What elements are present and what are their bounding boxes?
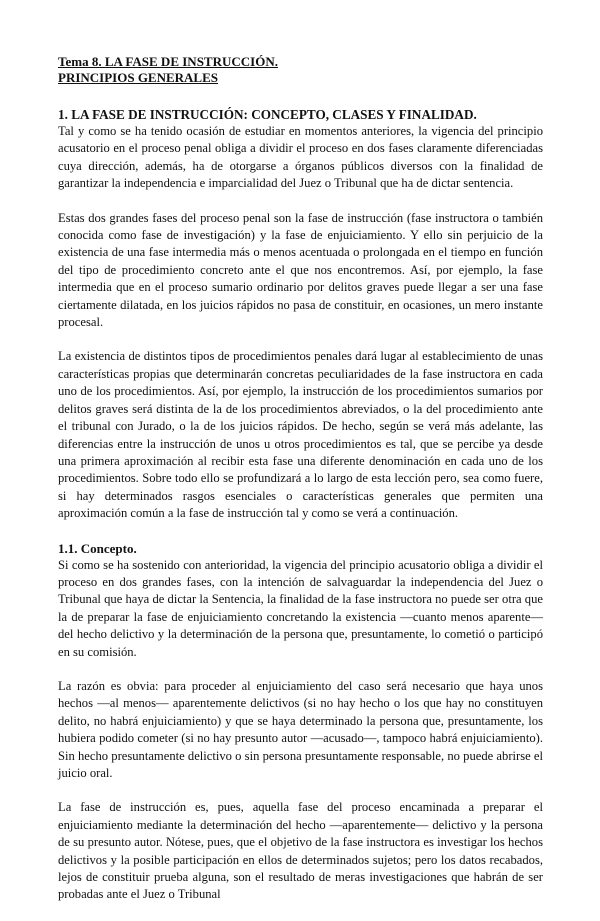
- section1-paragraph-1: Tal y como se ha tenido ocasión de estudiar en momentos anteriores, la vigencia del principio acusatorio en el proceso penal obliga a dividir el proceso en dos fases claramente diferenciadas cuya dirección, además, ha de otorgarse a órganos públicos diversos con la finalidad de garantizar la independencia e imparcialidad del Juez o Tribunal que ha de dictar sentencia.: [58, 124, 543, 191]
- document-title-line-2: PRINCIPIOS GENERALES: [58, 70, 219, 85]
- subsection-heading-1-1: 1.1. Concepto.: [58, 540, 137, 556]
- subsection-paragraph-3: La fase de instrucción es, pues, aquella fase del proceso encaminada a preparar el enjuiciamiento mediante la determinación del hecho —aparentemente— delictivo y la persona de su presunto autor. Nótese, pues, que el objetivo de la fase instructora es investigar los hechos delictivos y la posible participación en ellos de determinados sujetos; pero los datos recabados, lejos de constituir prueba alguna, son el resultado de meras investigaciones que habrán de ser probadas ante el Juez o Tribunal: [58, 800, 543, 902]
- document-page: [58, 54, 543, 921]
- section1-paragraph-2: Estas dos grandes fases del proceso penal son la fase de instrucción (fase instructora o también conocida como fase de investigación) y la fase de enjuiciamiento. Y ello sin perjuicio de la existencia de una fase intermedia más o menos acentuada o prolongada en el tiempo en función del tipo de procedimiento concreto ante el que nos encontremos. Así, por ejemplo, la fase intermedia que en el proceso sumario ordinario por delitos graves puede llegar a ser una fase ciertamente dilatada, en los juicios rápidos no pasa de constituir, en ocasiones, un mero instante procesal.: [58, 210, 543, 330]
- section1-paragraph-3: La existencia de distintos tipos de procedimientos penales dará lugar al establecimiento de unas características propias que determinarán concretas peculiaridades de la fase instructora en cada uno de los procedimientos. Así, por ejemplo, la instrucción de los procedimientos sumarios por delitos graves será distinta de la de los procedimientos abreviados, o la del procedimiento ante el tribunal con Jurado, o la de los juicios rápidos. De hecho, según se verá más adelante, las diferencias entre la instrucción de unos u otros procedimientos es tal, que se percibe ya desde una primera aproximación al recibir esta fase una diferente denominación en cada uno de los procedimientos. Sobre todo ello se profundizará a lo largo de esta lección pero, sea como fuere, si hay determinados rasgos esenciales o características generales que permiten una aproximación común a la fase de instrucción tal y como se verá a continuación.: [58, 349, 543, 521]
- section-heading-1: 1. LA FASE DE INSTRUCCIÓN: CONCEPTO, CLASES Y FINALIDAD.: [58, 107, 477, 122]
- document-title-line-1: Tema 8. LA FASE DE INSTRUCCIÓN.: [58, 54, 278, 69]
- subsection-paragraph-1: Si como se ha sostenido con anterioridad, la vigencia del principio acusatorio obliga a dividir el proceso en dos grandes fases, con la intención de salvaguardar la independencia del Juez o Tribunal que haya de dictar la Sentencia, la finalidad de la fase instructora no puede ser otra que la de preparar la fase de enjuiciamiento concretando la existencia —cuanto menos aparente— del hecho delictivo y la determinación de la persona que, presuntamente, lo cometió o participó en su comisión.: [58, 557, 543, 659]
- subsection-paragraph-2: La razón es obvia: para proceder al enjuiciamiento del caso será necesario que haya unos hechos —al menos— aparentemente delictivos (si no hay hecho o los que hay no constituyen delito, no habrá enjuiciamiento) y que se haya determinado la persona que, presuntamente, los hubiera podido cometer (si no hay presunto autor —acusado—, tampoco habrá enjuiciamiento). Sin hecho presuntamente delictivo o sin persona presuntamente responsable, no puede abrirse el juicio oral.: [58, 678, 543, 780]
